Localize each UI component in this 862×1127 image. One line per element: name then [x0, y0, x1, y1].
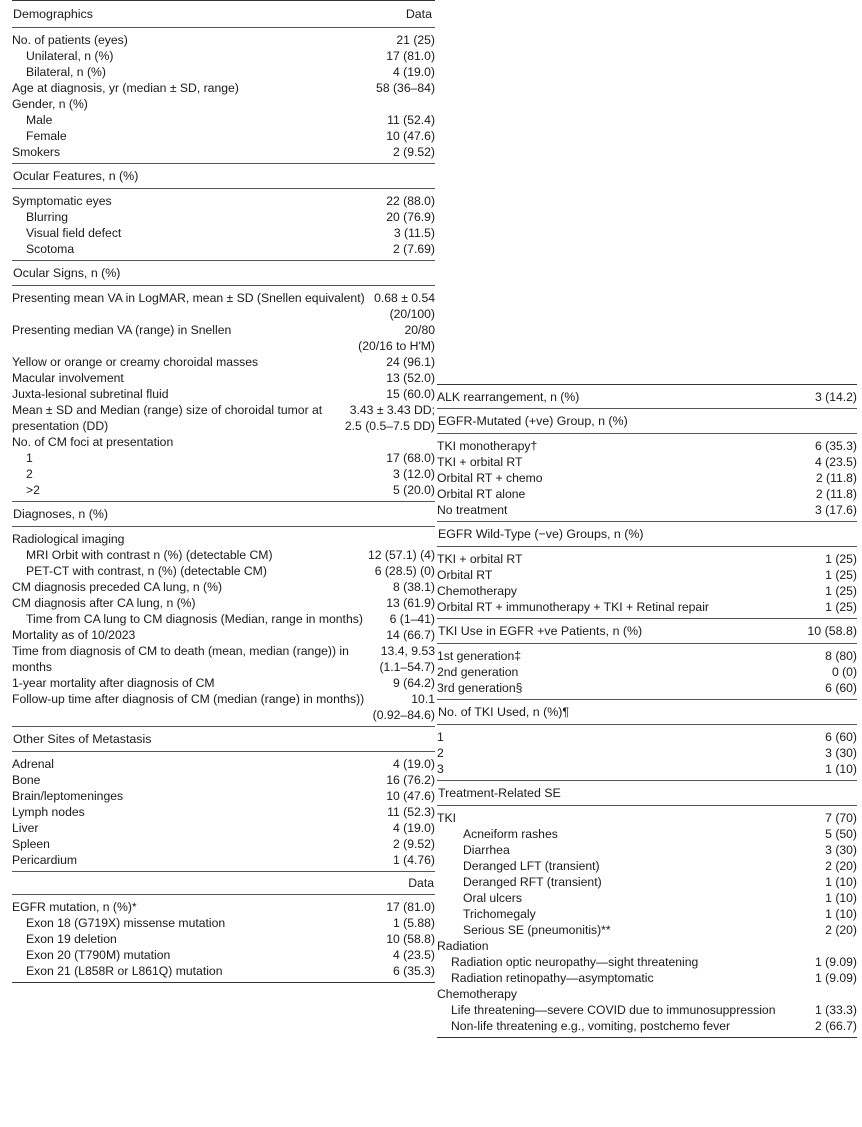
- table-row: [437, 761, 857, 777]
- section-heading: Ocular Features, n (%): [12, 164, 435, 189]
- section-title: TKI Use in EGFR +ve Patients, n (%): [438, 624, 643, 638]
- row-label: 1-year mortality after diagnosis of CM: [12, 676, 215, 690]
- table-row: [437, 745, 857, 761]
- row-label: Unilateral, n (%): [26, 49, 114, 63]
- row-label: 2: [437, 746, 444, 760]
- table-row: [437, 954, 857, 970]
- row-label: Radiation: [437, 939, 489, 953]
- row-value: 12 (57.1) (4): [367, 548, 435, 562]
- continued-data-header: [12, 872, 435, 895]
- row-value: 7 (70): [825, 811, 857, 825]
- table-row: [437, 680, 857, 696]
- row-value: 58 (36–84): [376, 81, 435, 95]
- row-value: 1 (25): [825, 552, 857, 566]
- row-value: 1 (25): [825, 584, 857, 598]
- table-right-column: [437, 384, 857, 1038]
- table-row: [12, 899, 435, 915]
- row-label: 2nd generation: [437, 665, 519, 679]
- table-row: [12, 386, 435, 402]
- table-row: [12, 547, 435, 563]
- table-row: [12, 450, 435, 466]
- row-label: Liver: [12, 821, 39, 835]
- row-value: 2 (20): [825, 923, 857, 937]
- row-value: 13 (61.9): [386, 596, 435, 610]
- table-row: [437, 890, 857, 906]
- row-label: Scotoma: [26, 242, 75, 256]
- row-label: Presenting mean VA in LogMAR, mean ± SD (Snellen equivalent): [12, 291, 365, 305]
- row-label: Orbital RT + immunotherapy + TKI + Retinal repair: [437, 600, 709, 614]
- row-value: 5 (20.0): [392, 483, 435, 497]
- row-value: 3 (11.5): [393, 226, 435, 240]
- row-value: 10 (47.6): [386, 789, 435, 803]
- section-block: [12, 189, 435, 261]
- section-block: [437, 385, 857, 409]
- row-label: Smokers: [12, 145, 61, 159]
- row-value: 11 (52.4): [387, 113, 435, 127]
- section-heading: [437, 619, 857, 644]
- row-value: 9 (64.2): [392, 676, 435, 690]
- row-value: 1 (4.76): [392, 853, 435, 867]
- table-row: [12, 112, 435, 128]
- row-value: 2 (11.8): [815, 471, 857, 485]
- table-row: [437, 906, 857, 922]
- table-row: [12, 48, 435, 64]
- row-label: Serious SE (pneumonitis)**: [463, 923, 611, 937]
- table-row: [12, 466, 435, 482]
- row-value: 11 (52.3): [387, 805, 435, 819]
- table-row: [12, 563, 435, 579]
- section-heading: Diagnoses, n (%): [12, 502, 435, 527]
- row-value: 3 (14.2): [814, 390, 857, 404]
- row-label: Exon 20 (T790M) mutation: [26, 948, 171, 962]
- row-label: Non-life threatening e.g., vomiting, postchemo fever: [451, 1019, 731, 1033]
- row-label: Blurring: [26, 210, 68, 224]
- row-value: 15 (60.0): [386, 387, 435, 401]
- row-value: 4 (19.0): [392, 821, 435, 835]
- row-label: Brain/leptomeninges: [12, 789, 124, 803]
- section-block: [437, 434, 857, 522]
- table-row: [12, 804, 435, 820]
- row-value: 17 (81.0): [386, 900, 435, 914]
- table-row: [437, 922, 857, 938]
- row-value: 4 (23.5): [814, 455, 857, 469]
- row-value: 17 (81.0): [386, 49, 435, 63]
- section-heading: EGFR Wild-Type (−ve) Groups, n (%): [437, 522, 857, 547]
- row-value: 5 (50): [825, 827, 857, 841]
- row-value: 1 (25): [825, 600, 857, 614]
- table-row: [437, 389, 857, 405]
- row-label: TKI monotherapy†: [437, 439, 538, 453]
- row-label: No. of CM foci at presentation: [12, 435, 174, 449]
- row-label: Life threatening—severe COVID due to immunosuppression: [451, 1003, 776, 1017]
- row-value: 1 (5.88): [392, 916, 435, 930]
- row-label: Age at diagnosis, yr (median ± SD, range): [12, 81, 239, 95]
- section-block: [12, 286, 435, 502]
- header-data-2: Data: [408, 876, 434, 890]
- table-row: [12, 947, 435, 963]
- row-value: 1 (9.09): [814, 971, 857, 985]
- section-block: [12, 527, 435, 727]
- row-label: Exon 19 deletion: [26, 932, 117, 946]
- table-row: [437, 842, 857, 858]
- row-label: Presenting median VA (range) in Snellen: [12, 323, 232, 337]
- row-label: Pericardium: [12, 853, 78, 867]
- row-label: Spleen: [12, 837, 50, 851]
- row-value: 6 (60): [825, 681, 857, 695]
- row-value: 4 (23.5): [392, 948, 435, 962]
- row-value: 0.68 ± 0.54 (20/100): [374, 291, 435, 321]
- table-row: [12, 370, 435, 386]
- row-label: 3rd generation§: [437, 681, 523, 695]
- section-block: [437, 725, 857, 781]
- row-label: TKI + orbital RT: [437, 455, 523, 469]
- table-row: [12, 193, 435, 209]
- row-value: 1 (9.09): [814, 955, 857, 969]
- row-label: Oral ulcers: [463, 891, 522, 905]
- table-row: [12, 820, 435, 836]
- row-value: 13.4, 9.53 (1.1–54.7): [379, 644, 435, 674]
- table-row: [12, 627, 435, 643]
- table-row: [437, 1018, 857, 1034]
- row-label: Exon 18 (G719X) missense mutation: [26, 916, 226, 930]
- row-label: Time from diagnosis of CM to death (mean, median (range)) in months: [12, 644, 349, 674]
- row-label: Juxta-lesional subretinal fluid: [12, 387, 169, 401]
- table-row: [437, 551, 857, 567]
- table-row: [12, 144, 435, 160]
- table-row: [437, 1002, 857, 1018]
- row-label: Macular involvement: [12, 371, 124, 385]
- row-label: PET-CT with contrast, n (%) (detectable CM): [26, 564, 267, 578]
- section-heading: Other Sites of Metastasis: [12, 727, 435, 752]
- table-row: [437, 470, 857, 486]
- table-row: [12, 322, 435, 354]
- row-value: 2 (7.69): [392, 242, 435, 256]
- section-heading: No. of TKI Used, n (%)¶: [437, 700, 857, 725]
- table-row: [437, 810, 857, 826]
- row-label: Mortality as of 10/2023: [12, 628, 136, 642]
- row-label: Chemotherapy: [437, 987, 517, 1001]
- row-value: 2 (9.52): [392, 145, 435, 159]
- row-label: Radiological imaging: [12, 532, 125, 546]
- row-label: Deranged LFT (transient): [463, 859, 600, 873]
- table-row: [12, 691, 435, 723]
- row-label: 2: [26, 467, 33, 481]
- table-row: [12, 531, 435, 547]
- row-label: ALK rearrangement, n (%): [437, 390, 580, 404]
- table-row: [12, 482, 435, 498]
- table-row: [437, 858, 857, 874]
- table-row: [12, 643, 435, 675]
- row-value: 1 (33.3): [814, 1003, 857, 1017]
- row-value: 22 (88.0): [386, 194, 435, 208]
- table-row: [12, 772, 435, 788]
- row-label: Bone: [12, 773, 41, 787]
- row-value: 1 (10): [825, 891, 857, 905]
- table-row: [12, 836, 435, 852]
- header-demographics: Demographics: [13, 7, 93, 21]
- row-label: Orbital RT alone: [437, 487, 526, 501]
- section-block: [437, 806, 857, 1038]
- row-value: 6 (35.3): [814, 439, 857, 453]
- row-value: 2 (9.52): [392, 837, 435, 851]
- row-label: Acneiform rashes: [463, 827, 558, 841]
- row-label: Gender, n (%): [12, 97, 88, 111]
- table-row: [12, 579, 435, 595]
- section-block: [437, 644, 857, 700]
- row-label: TKI + orbital RT: [437, 552, 523, 566]
- row-label: Diarrhea: [463, 843, 510, 857]
- row-label: Yellow or orange or creamy choroidal masses: [12, 355, 259, 369]
- row-label: Time from CA lung to CM diagnosis (Median, range in months): [26, 612, 363, 626]
- row-label: Deranged RFT (transient): [463, 875, 602, 889]
- row-label: MRI Orbit with contrast n (%) (detectable CM): [26, 548, 273, 562]
- row-label: Orbital RT: [437, 568, 493, 582]
- row-label: 1st generation‡: [437, 649, 522, 663]
- row-value: 16 (76.2): [386, 773, 435, 787]
- table-row: [437, 938, 857, 954]
- table-row: [437, 502, 857, 518]
- section-heading: Ocular Signs, n (%): [12, 261, 435, 286]
- row-value: 3.43 ± 3.43 DD; 2.5 (0.5–7.5 DD): [344, 403, 435, 433]
- row-label: Male: [26, 113, 53, 127]
- row-value: 3 (30): [825, 746, 857, 760]
- row-label: 3: [437, 762, 444, 776]
- table-row: [12, 225, 435, 241]
- table-row: [12, 402, 435, 434]
- row-label: No treatment: [437, 503, 508, 517]
- table-header: [12, 1, 435, 28]
- section-heading: Treatment-Related SE: [437, 781, 857, 806]
- row-label: Symptomatic eyes: [12, 194, 112, 208]
- table-row: [12, 32, 435, 48]
- row-value: 24 (96.1): [386, 355, 435, 369]
- row-value: 6 (35.3): [392, 964, 435, 978]
- table-row: [437, 486, 857, 502]
- table-row: [12, 915, 435, 931]
- row-value: 3 (12.0): [392, 467, 435, 481]
- row-value: 6 (60): [825, 730, 857, 744]
- section-block: [12, 28, 435, 164]
- row-value: 3 (30): [825, 843, 857, 857]
- row-value: 10 (47.6): [386, 129, 435, 143]
- row-label: EGFR mutation, n (%)*: [12, 900, 137, 914]
- table-row: [12, 595, 435, 611]
- row-label: Adrenal: [12, 757, 55, 771]
- header-data: Data: [405, 7, 432, 21]
- table-row: [437, 583, 857, 599]
- table-row: [12, 963, 435, 979]
- row-value: 8 (38.1): [392, 580, 435, 594]
- table-row: [12, 354, 435, 370]
- table-row: [12, 852, 435, 868]
- row-label: Radiation retinopathy—asymptomatic: [451, 971, 654, 985]
- row-label: Exon 21 (L858R or L861Q) mutation: [26, 964, 223, 978]
- row-label: Female: [26, 129, 67, 143]
- table-row: [12, 80, 435, 96]
- row-value: 20/80 (20/16 to H'M): [358, 323, 435, 353]
- row-value: 21 (25): [396, 33, 435, 47]
- table-row: [12, 290, 435, 322]
- table-row: [12, 611, 435, 627]
- table-row: [12, 675, 435, 691]
- row-value: 2 (20): [825, 859, 857, 873]
- row-value: 6 (1–41): [389, 612, 435, 626]
- table-row: [12, 756, 435, 772]
- row-value: 2 (11.8): [815, 487, 857, 501]
- table-row: [437, 454, 857, 470]
- row-value: 20 (76.9): [386, 210, 435, 224]
- table-row: [12, 931, 435, 947]
- row-value: 10 (58.8): [386, 932, 435, 946]
- row-label: TKI: [437, 811, 456, 825]
- row-label: No. of patients (eyes): [12, 33, 128, 47]
- row-value: 1 (25): [825, 568, 857, 582]
- row-label: Radiation optic neuropathy—sight threatening: [451, 955, 699, 969]
- row-label: 1: [26, 451, 33, 465]
- table-row: [437, 567, 857, 583]
- row-value: 14 (66.7): [386, 628, 435, 642]
- row-label: Mean ± SD and Median (range) size of choroidal tumor at presentation (DD): [12, 403, 323, 433]
- table-row: [437, 599, 857, 615]
- row-value: 2 (66.7): [814, 1019, 857, 1033]
- table-row: [12, 434, 435, 450]
- row-value: 0 (0): [831, 665, 857, 679]
- section-block: [12, 752, 435, 872]
- row-label: CM diagnosis after CA lung, n (%): [12, 596, 196, 610]
- table-row: [437, 648, 857, 664]
- row-value: 1 (10): [825, 762, 857, 776]
- row-label: Chemotherapy: [437, 584, 517, 598]
- table-row: [437, 874, 857, 890]
- row-value: 10.1 (0.92–84.6): [372, 692, 435, 722]
- row-label: Lymph nodes: [12, 805, 85, 819]
- section-heading: EGFR-Mutated (+ve) Group, n (%): [437, 409, 857, 434]
- row-label: Visual field defect: [26, 226, 122, 240]
- row-value: 6 (28.5) (0): [374, 564, 435, 578]
- table-row: [12, 128, 435, 144]
- row-label: Orbital RT + chemo: [437, 471, 543, 485]
- table-row: [437, 826, 857, 842]
- row-label: CM diagnosis preceded CA lung, n (%): [12, 580, 223, 594]
- table-row: [437, 970, 857, 986]
- table-left-column: [12, 0, 435, 983]
- row-value: 8 (80): [825, 649, 857, 663]
- row-value: 4 (19.0): [392, 757, 435, 771]
- table-row: [437, 729, 857, 745]
- table-row: [12, 241, 435, 257]
- row-label: Bilateral, n (%): [26, 65, 106, 79]
- row-label: Trichomegaly: [463, 907, 536, 921]
- row-value: 1 (10): [825, 907, 857, 921]
- table-row: [12, 788, 435, 804]
- section-value: 10 (58.8): [807, 624, 857, 638]
- row-label: 1: [437, 730, 444, 744]
- section-block: [437, 547, 857, 619]
- table-row: [437, 986, 857, 1002]
- table-row: [437, 438, 857, 454]
- table-row: [12, 64, 435, 80]
- table-row: [12, 96, 435, 112]
- table-row: [12, 209, 435, 225]
- row-label: Follow-up time after diagnosis of CM (median (range) in months)): [12, 692, 365, 706]
- row-value: 3 (17.6): [814, 503, 857, 517]
- row-value: 17 (68.0): [386, 451, 435, 465]
- table-row: [437, 664, 857, 680]
- row-value: 4 (19.0): [392, 65, 435, 79]
- row-value: 1 (10): [825, 875, 857, 889]
- row-value: 13 (52.0): [386, 371, 435, 385]
- row-label: >2: [26, 483, 40, 497]
